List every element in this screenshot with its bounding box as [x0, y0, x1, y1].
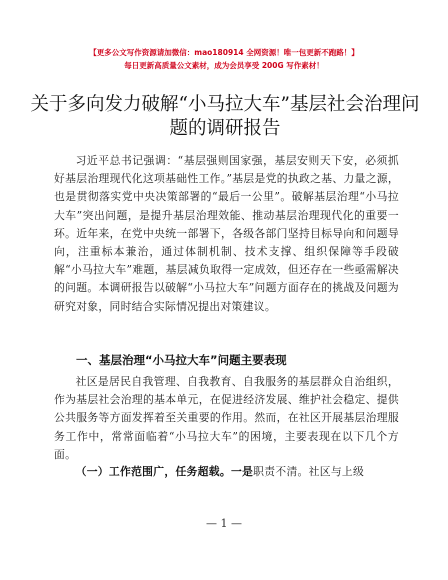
page-number: — 1 — [206, 517, 242, 530]
promo-banner-line1: 【更多公文写作资源请加微信：mao180914 全网资源！唯一包更新不跑路！】 [89, 48, 359, 57]
subsection-paragraph [54, 463, 399, 481]
section-heading-1: 一、基层治理“小马拉大车”问题主要表现 [76, 353, 287, 367]
document-title: 关于多向发力破解“小马拉大车”基层社会治理问题的调研报告 [30, 94, 420, 139]
section-1-paragraph: 社区是居民自我管理、自我教育、自我服务的基层群众自治组织，作为基层社会治理的基本单元，在促进经济发展、维护社会稳定、提供公共服务等方面发挥着至关重要的作用。然而，在社区开展基层治理服务工作中，常常面临着“小马拉大车”的困境，主要表现在以下几个方面。 [54, 375, 399, 461]
subsection-heading: （一）工作范围广，任务超载。一是 [75, 465, 254, 478]
intro-paragraph: 习近平总书记强调：“基层强则国家强，基层安则天下安，必须抓好基层治理现代化这项基础性工作。”基层是党的执政之基、力量之源，也是贯彻落实党中央决策部署的“最后一公里”。破解基层治理“小马拉大车”突出问题，是提升基层治理效能、推动基层治理现代化的重要一环。近年来，在党中央统一部署下，各级各部门坚持目标导向和问题导向，注重标本兼治，通过体制机制、技术支撑、组织保障等手段破解“小马拉大车”难题，基层减负取得一定成效，但还存在一些亟需解决的问题。本调研报告以破解“小马拉大车”问题方面存在的挑战及问题为研究对象，同时结合实际情况提出对策建议。 [54, 154, 399, 313]
promo-banner-line2: 每日更新高质量公文素材，成为会员享受 200G 写作素材！ [124, 61, 324, 70]
subsection-text: 职责不清。社区与上级 [253, 465, 365, 478]
